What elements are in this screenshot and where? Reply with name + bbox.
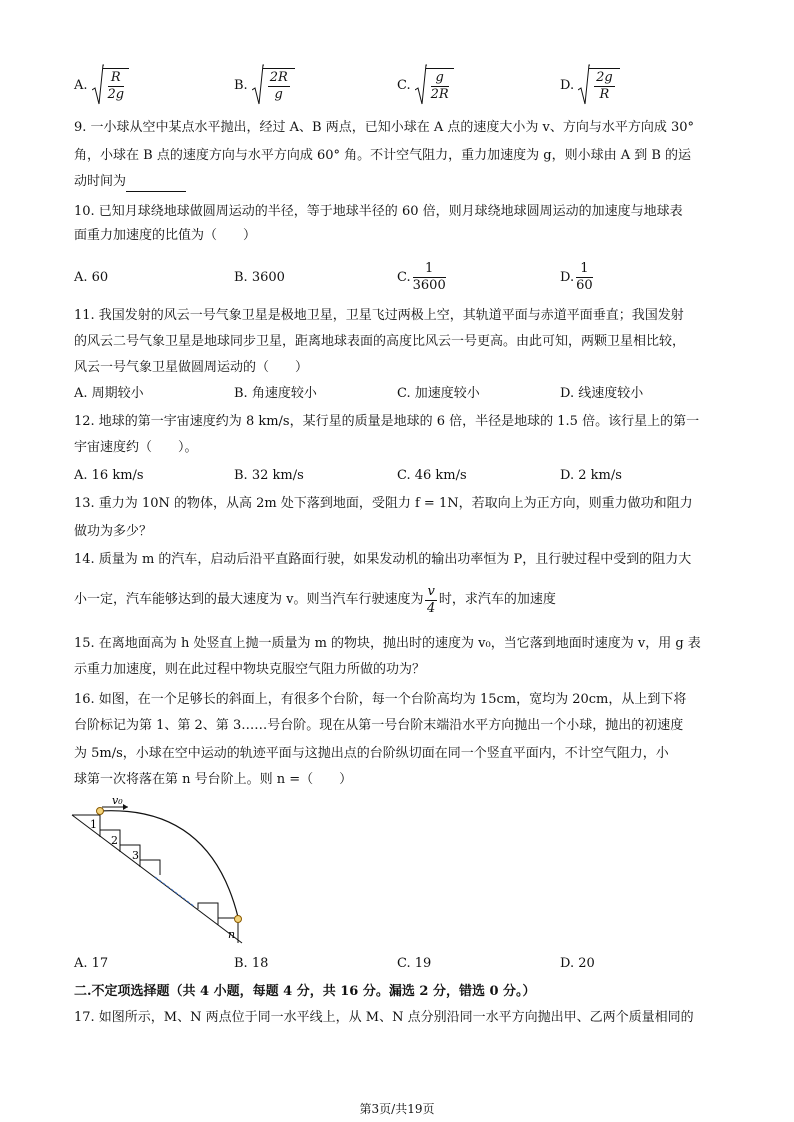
trajectory-arc <box>100 811 238 917</box>
q8-option-d: D. $\frac{2g}{R}$ <box>560 62 620 108</box>
q10-option-a: A. 60 <box>74 269 109 285</box>
dashed-continuation <box>155 877 195 907</box>
q10-line1: 10. 已知月球绕地球做圆周运动的半径，等于地球半径的 60 倍，则月球绕地球圆周运动的加速度与地球表 <box>74 204 683 219</box>
q16-line1: 16. 如图，在一个足够长的斜面上，有很多个台阶，每一个台阶高均为 15cm，宽均为 20cm，从上到下将 <box>74 692 687 707</box>
q15-line2: 示重力加速度，则在此过程中物块克服空气阻力所做的功为？ <box>74 662 426 677</box>
section-heading: 二.不定项选择题（共 4 小题，每题 4 分，共 16 分。漏选 2 分，错选 0 分。） <box>74 984 536 999</box>
q8-option-c: C. $\frac{g}{2R}$ <box>397 62 454 108</box>
ball-start <box>97 808 104 815</box>
q17-line1: 17. 如图所示，M、N 两点位于同一水平线上，从 M、N 点分别沿同一水平方向抛出甲、乙两个质量相同的 <box>74 1010 694 1025</box>
q15-line1: 15. 在离地面高为 h 处竖直上抛一质量为 m 的物块，抛出时的速度为 v₀，当它落到地面时速度为 v，用 g 表 <box>74 636 701 651</box>
q9-line1: 9. 一小球从空中某点水平抛出，经过 A、B 两点，已知小球在 A 点的速度大小为 v、方向与水平方向成 30° <box>74 120 695 135</box>
upper-steps <box>100 815 160 875</box>
q14-line1: 14. 质量为 m 的汽车，启动后沿平直路面行驶，如果发动机的输出功率恒为 P，且行驶过程中受到的阻力大 <box>74 552 692 567</box>
q10-line2: 面重力加速度的比值为（ ） <box>74 228 257 243</box>
q8-option-a: A. $\frac{R}{2g}$ <box>74 62 129 108</box>
q16-option-a: A. 17 <box>74 956 109 971</box>
q9-line2: 角，小球在 B 点的速度方向与水平方向成 60° 角。不计空气阻力，重力加速度为 g，则小球由 A 到 B 的运 <box>74 148 692 163</box>
ball-end <box>235 916 242 923</box>
page-footer: 第3页/共19页 <box>359 1102 435 1116</box>
q13-line1: 13. 重力为 10N 的物体，从高 2m 处下落到地面，受阻力 f = 1N，若取向上为正方向，则重力做功和阻力 <box>74 496 693 511</box>
q12-line1: 12. 地球的第一宇宙速度约为 8 km/s，某行星的质量是地球的 6 倍，半径是地球的 1.5 倍。该行星上的第一 <box>74 414 700 429</box>
step-label-n: n <box>228 928 236 941</box>
q11-option-c: C. 加速度较小 <box>397 386 480 401</box>
q8-option-b: B. $\frac{2R}{g}$ <box>234 62 295 108</box>
q12-option-d: D. 2 km/s <box>560 468 622 483</box>
q12-option-b: B. 32 km/s <box>234 468 304 483</box>
sqrt-symbol: $\frac{g}{2R}$ <box>415 64 454 106</box>
step-label-3: 3 <box>132 849 139 862</box>
q16-option-c: C. 19 <box>397 956 432 971</box>
q16-line2: 台阶标记为第 1、第 2、第 3……号台阶。现在从第一号台阶末端沿水平方向抛出一个小球，抛出的初速度 <box>74 718 684 733</box>
sqrt-symbol: $\frac{2R}{g}$ <box>252 64 295 106</box>
step-label-2: 2 <box>111 834 118 847</box>
answer-blank[interactable] <box>126 177 186 192</box>
q12-line2: 宇宙速度约（ ）。 <box>74 440 198 455</box>
q11-option-b: B. 角速度较小 <box>234 386 317 401</box>
q10-option-c: C. $\frac{1}{3600}$ <box>397 260 446 293</box>
q12-option-c: C. 46 km/s <box>397 468 467 483</box>
q12-option-a: A. 16 km/s <box>74 468 144 483</box>
q16-option-d: D. 20 <box>560 956 595 971</box>
q11-line2: 的风云二号气象卫星是地球同步卫星，距离地球表面的高度比风云一号更高。由此可知，两颗卫星相比较， <box>74 334 686 349</box>
staircase-figure <box>70 795 260 945</box>
q11-line3: 风云一号气象卫星做圆周运动的（ ） <box>74 360 309 375</box>
step-label-1: 1 <box>90 818 97 831</box>
q16-line4: 球第一次将落在第 n 号台阶上。则 n =（ ） <box>74 772 353 787</box>
q9-line3: 动时间为 <box>74 172 186 192</box>
q11-line1: 11. 我国发射的风云一号气象卫星是极地卫星，卫星飞过两极上空，其轨道平面与赤道平面垂直；我国发射 <box>74 308 684 323</box>
q11-option-d: D. 线速度较小 <box>560 386 644 401</box>
q16-option-b: B. 18 <box>234 956 269 971</box>
sqrt-symbol: $\frac{R}{2g}$ <box>92 64 130 106</box>
q16-line3: 为 5m/s，小球在空中运动的轨迹平面与这抛出点的台阶纵切面在同一个竖直平面内，不计空气阻力，小 <box>74 746 669 761</box>
v0-label: v₀ <box>112 795 123 807</box>
q10-option-b: B. 3600 <box>234 269 285 285</box>
sqrt-symbol: $\frac{2g}{R}$ <box>578 64 620 106</box>
q13-line2: 做功为多少？ <box>74 524 153 539</box>
q11-option-a: A. 周期较小 <box>74 386 144 401</box>
q10-option-d: D. $\frac{1}{60}$ <box>560 260 593 293</box>
q14-line2: 小一定，汽车能够达到的最大速度为 v。则当汽车行驶速度为 $\frac{v}{4}$ 时，求汽车的加速度 <box>74 583 556 616</box>
